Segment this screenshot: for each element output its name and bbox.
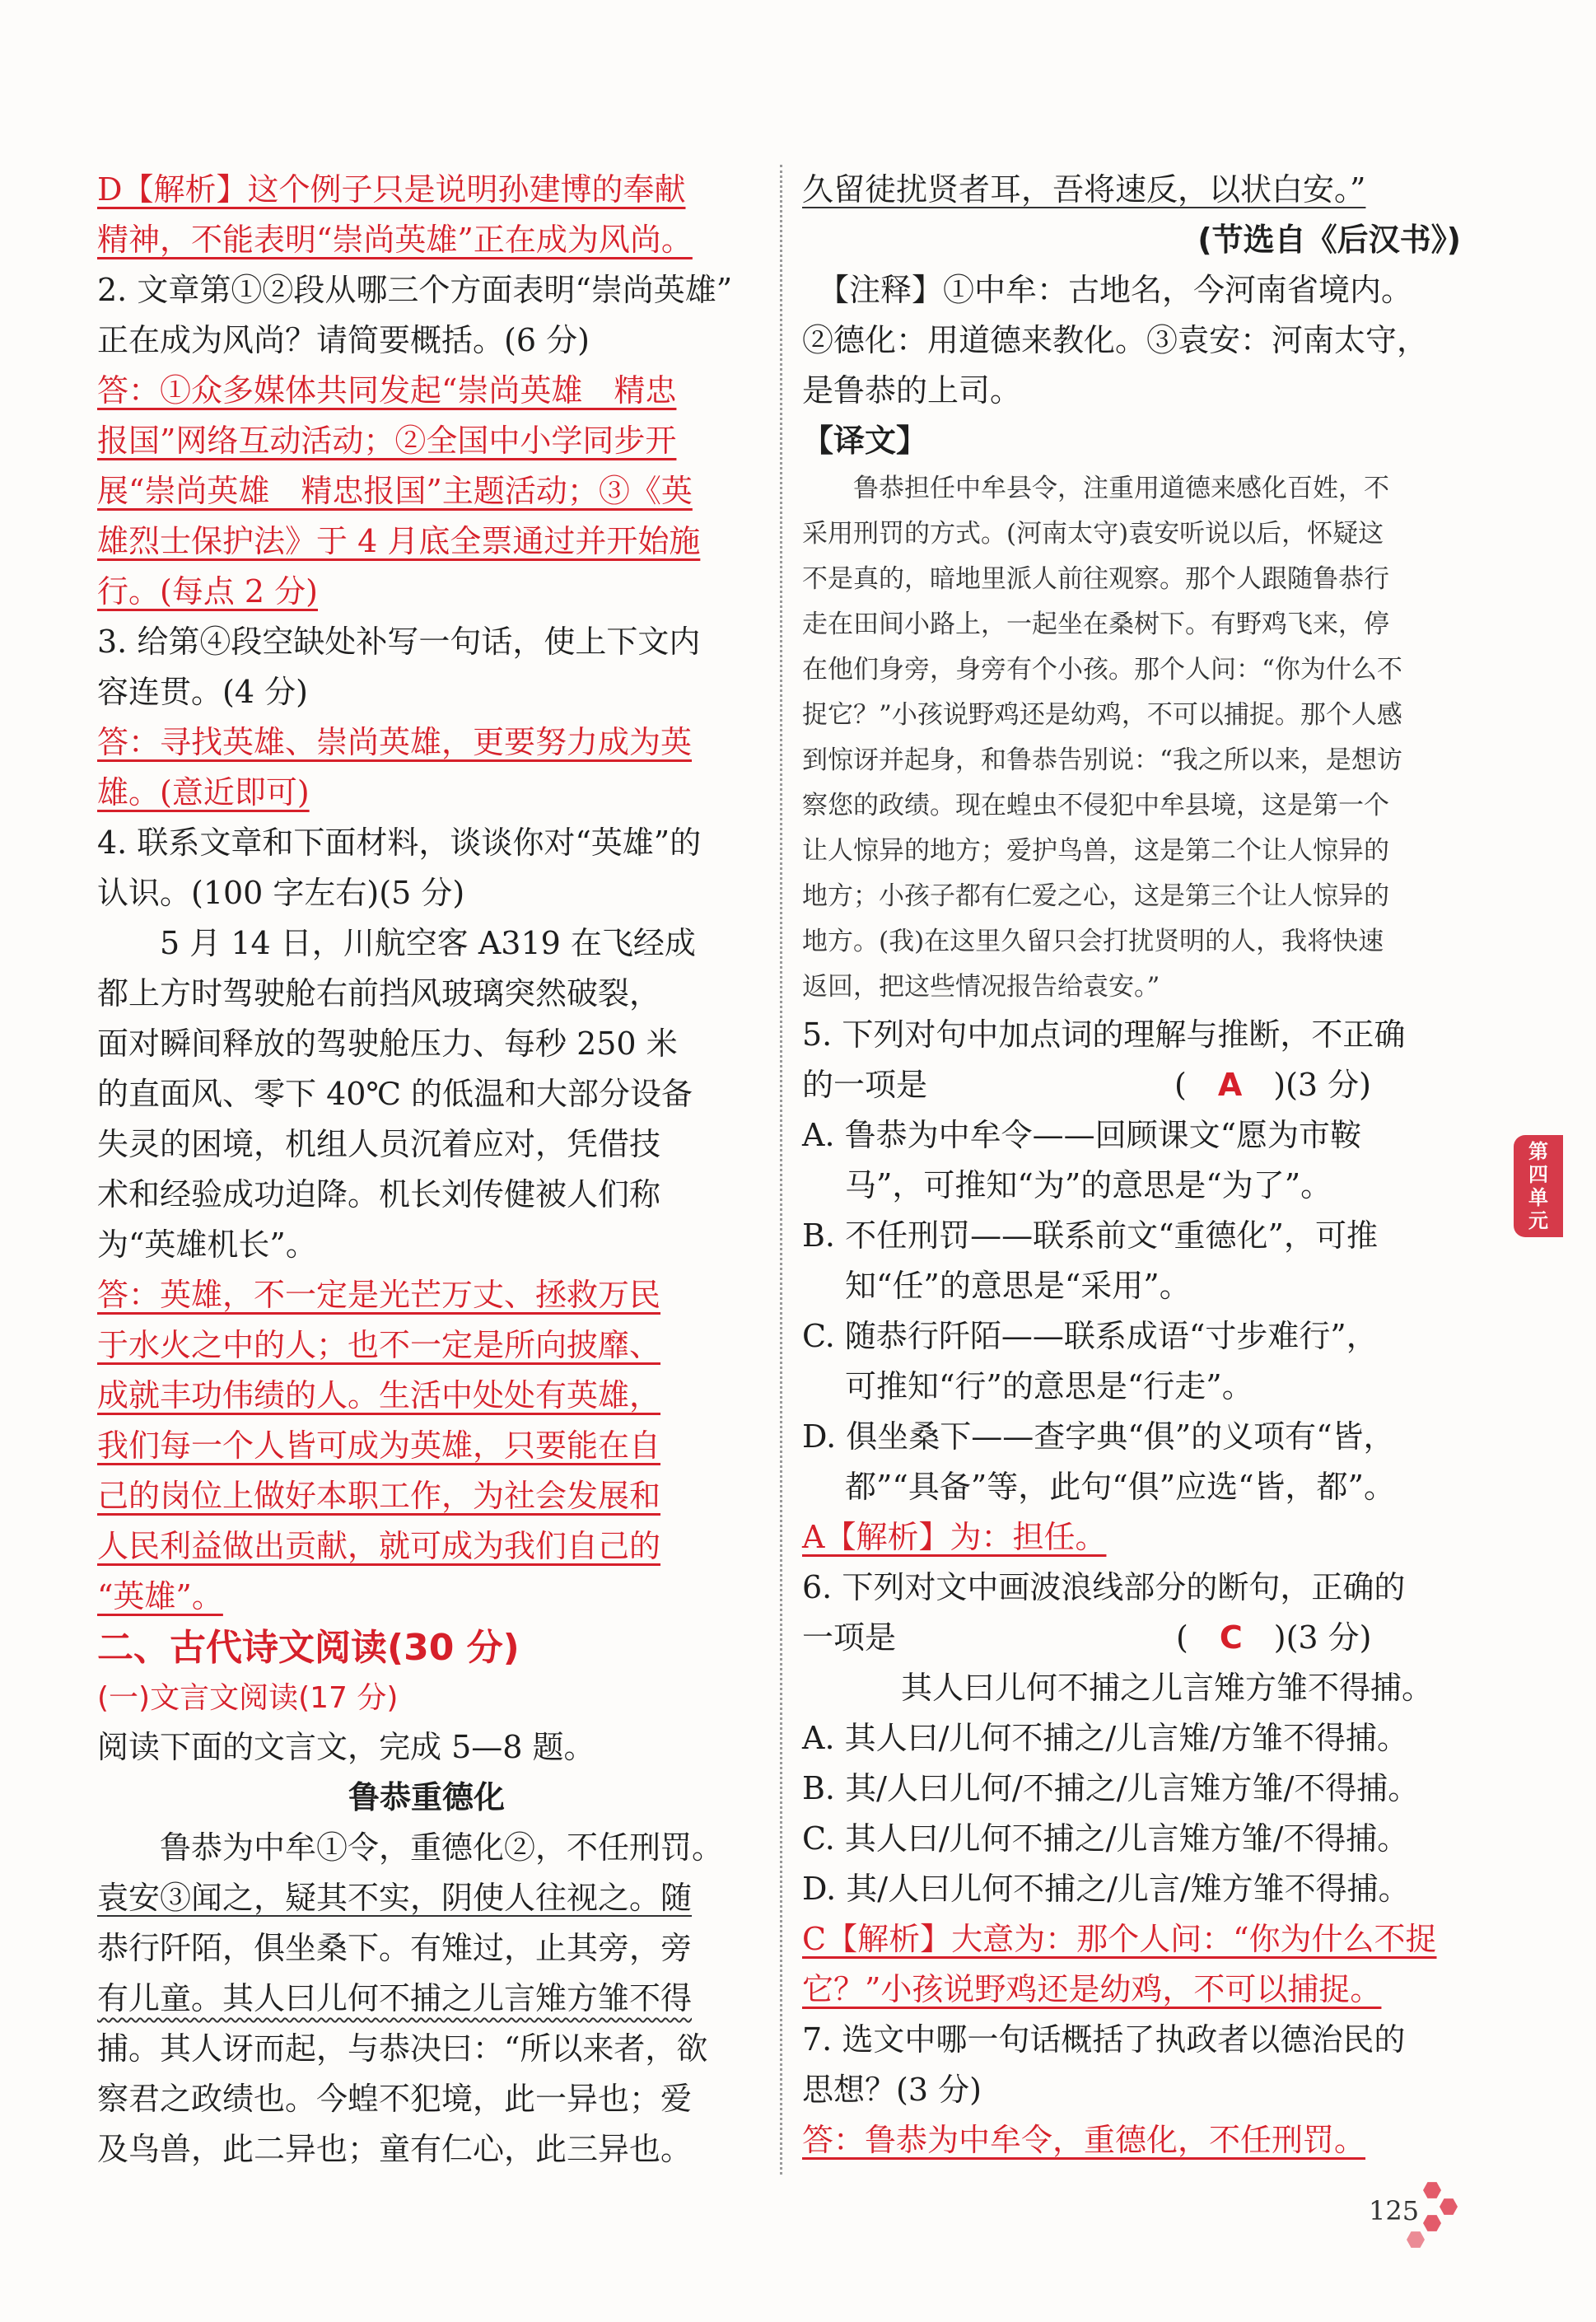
- analysis-1-line-1: D【解析】这个例子只是说明孙建博的奉献: [97, 171, 686, 208]
- passage-source: (节选自《后汉书》): [1197, 222, 1461, 258]
- passage-line-1: 鲁恭为中牟①令，重德化②，不任刑罚。: [97, 1829, 724, 1866]
- option-5b-line-1: B. 不任刑罚——联系前文“重德化”，可推: [802, 1217, 1378, 1254]
- answer-2-line-2: 报国”网络互动活动；②全国中小学同步开: [97, 423, 677, 459]
- option-5c-line-1: C. 随恭行阡陌——联系成语“寸步难行”，: [802, 1318, 1378, 1354]
- answer-3-line-2: 雄。(意近即可): [97, 774, 310, 811]
- passage-line-7: 及鸟兽，此二异也；童有仁心，此三异也。: [97, 2131, 693, 2167]
- material-line-5: 失灵的困境，机组人员沉着应对，凭借技: [97, 1126, 661, 1162]
- translation-line-8: 察您的政绩。现在蝗虫不侵犯中牟县境，这是第一个: [802, 791, 1389, 820]
- passage-line-6: 察君之政绩也。今蝗不犯境，此一异也；爱: [97, 2081, 693, 2117]
- answer-4-line-1: 答：英雄，不一定是光芒万丈、拯救万民: [97, 1277, 661, 1313]
- passage-line-4: 有儿童。其人曰儿何不捕之儿言雉方雏不得: [97, 1980, 693, 2016]
- question-6-line-2: 一项是 ( C )(3 分): [802, 1619, 1372, 1656]
- hexagon-decoration: [1407, 2231, 1425, 2249]
- question-5-answer: A: [1217, 1067, 1243, 1103]
- question-5-line-1: 5. 下列对句中加点词的理解与推断，不正确: [802, 1016, 1406, 1053]
- answer-2-line-5: 行。(每点 2 分): [97, 573, 318, 610]
- answer-4-line-3: 成就丰功伟绩的人。生活中处处有英雄，: [97, 1377, 661, 1413]
- translation-line-7: 到惊讶并起身，和鲁恭告别说：“我之所以来，是想访: [802, 745, 1402, 775]
- hexagon-decoration: [1423, 2214, 1441, 2232]
- material-line-4: 的直面风、零下 40℃ 的低温和大部分设备: [97, 1076, 693, 1112]
- column-divider: [780, 165, 782, 2175]
- answer-3-line-1: 答：寻找英雄、崇尚英雄，更要努力成为英: [97, 724, 693, 760]
- translation-line-4: 走在田间小路上，一起坐在桑树下。有野鸡飞来，停: [802, 610, 1389, 639]
- section-title: 二、古代诗文阅读(30 分): [97, 1627, 520, 1669]
- question-2-line-2: 正在成为风尚？请简要概括。(6 分): [97, 322, 590, 358]
- option-5d-line-1: D. 俱坐桑下——查字典“俱”的义项有“皆，: [802, 1418, 1395, 1455]
- option-6b: B. 其/人曰儿何/不捕之/儿言雉方雏/不得捕。: [802, 1770, 1420, 1806]
- passage-line-2: 袁安③闻之，疑其不实，阴使人往视之。随: [97, 1880, 693, 1916]
- option-5c-line-2: 可推知“行”的意思是“行走”。: [845, 1368, 1253, 1404]
- translation-line-10: 地方；小孩子都有仁爱之心，这是第三个让人惊异的: [802, 881, 1389, 911]
- passage-line-8: 久留徒扰贤者耳，吾将速反，以状白安。”: [802, 171, 1366, 208]
- passage-title: 鲁恭重德化: [348, 1779, 505, 1815]
- translation-line-3: 不是真的，暗地里派人前往观察。那个人跟随鲁恭行: [802, 564, 1389, 594]
- question-4-line-1: 4. 联系文章和下面材料，谈谈你对“英雄”的: [97, 825, 702, 861]
- question-3-line-2: 容连贯。(4 分): [97, 674, 308, 710]
- analysis-6-line-2: 它？”小孩说野鸡还是幼鸡，不可以捕捉。: [802, 1971, 1382, 2007]
- material-line-3: 面对瞬间释放的驾驶舱压力、每秒 250 米: [97, 1026, 678, 1062]
- question-4-line-2: 认识。(100 字左右)(5 分): [97, 875, 465, 911]
- option-5a-line-2: 马”，可推知“为”的意思是“为了”。: [845, 1167, 1332, 1203]
- material-line-1: 5 月 14 日，川航空客 A319 在飞经成: [97, 925, 696, 961]
- option-5b-line-2: 知“任”的意思是“采用”。: [845, 1268, 1191, 1304]
- question-5-line-2: 的一项是 ( A )(3 分): [802, 1067, 1372, 1103]
- translation-heading: 【译文】: [802, 423, 928, 459]
- right-column: [802, 165, 1461, 2165]
- question-3-line-1: 3. 给第④段空缺处补写一句话，使上下文内: [97, 624, 701, 660]
- translation-line-2: 采用刑罚的方式。(河南太守)袁安听说以后，怀疑这: [802, 519, 1384, 549]
- answer-7: 答：鲁恭为中牟令，重德化，不任刑罚。: [802, 2122, 1366, 2158]
- material-line-6: 术和经验成功迫降。机长刘传健被人们称: [97, 1176, 661, 1212]
- left-column: [97, 165, 756, 2175]
- translation-line-9: 让人惊异的地方；爱护鸟兽，这是第二个让人惊异的: [802, 836, 1389, 866]
- answer-2-line-4: 雄烈士保护法》于 4 月底全票通过并开始施: [97, 523, 701, 559]
- translation-line-11: 地方。(我)在这里久留只会打扰贤明的人，我将快速: [802, 927, 1384, 956]
- analysis-5: A【解析】为：担任。: [802, 1519, 1107, 1555]
- option-5d-line-2: 都”“具备”等，此句“俱”应选“皆，都”。: [845, 1469, 1395, 1505]
- note-line-1: 【注释】①中牟：古地名，今河南省境内。: [802, 272, 1413, 308]
- question-6-answer: C: [1219, 1619, 1243, 1656]
- answer-4-line-6: 人民利益做出贡献，就可成为我们自己的: [97, 1528, 661, 1564]
- material-line-7: 为“英雄机长”。: [97, 1226, 317, 1263]
- answer-2-line-3: 展“崇尚英雄 精忠报国”主题活动；③《英: [97, 473, 693, 509]
- translation-line-5: 在他们身旁，身旁有个小孩。那个人问：“你为什么不: [802, 655, 1402, 684]
- passage-line-5: 捕。其人讶而起，与恭决曰：“所以来者，欲: [97, 2030, 708, 2067]
- reading-instruction: 阅读下面的文言文，完成 5—8 题。: [97, 1729, 595, 1765]
- question-7-line-1: 7. 选文中哪一句话概括了执政者以德治民的: [802, 2021, 1406, 2058]
- option-6a: A. 其人曰/儿何不捕之/儿言雉/方雏不得捕。: [802, 1720, 1409, 1756]
- material-line-2: 都上方时驾驶舱右前挡风玻璃突然破裂，: [97, 975, 661, 1011]
- translation-line-6: 捉它？”小孩说野鸡还是幼鸡，不可以捕捉。那个人感: [802, 700, 1402, 730]
- sentence-6: 其人曰儿何不捕之儿言雉方雏不得捕。: [901, 1670, 1434, 1706]
- question-7-line-2: 思想？(3 分): [802, 2072, 982, 2108]
- page-number: 125: [1369, 2195, 1420, 2226]
- subsection-title: (一)文言文阅读(17 分): [97, 1681, 399, 1715]
- option-6d: D. 其/人曰儿何不捕之/儿言/雉方雏不得捕。: [802, 1871, 1410, 1907]
- passage-line-3: 恭行阡陌，俱坐桑下。有雉过，止其旁，旁: [97, 1930, 693, 1966]
- hexagon-decoration: [1423, 2181, 1441, 2199]
- answer-4-line-7: “英雄”。: [97, 1578, 223, 1614]
- hexagon-decoration: [1440, 2198, 1458, 2216]
- question-2-line-1: 2. 文章第①②段从哪三个方面表明“崇尚英雄”: [97, 272, 733, 308]
- analysis-1-line-2: 精神，不能表明“崇尚英雄”正在成为风尚。: [97, 222, 693, 258]
- translation-line-1: 鲁恭担任中牟县令，注重用道德来感化百姓，不: [802, 474, 1389, 503]
- answer-4-line-4: 我们每一个人皆可成为英雄，只要能在自: [97, 1427, 661, 1464]
- answer-4-line-2: 于水火之中的人；也不一定是所向披靡、: [97, 1327, 661, 1363]
- note-line-2: ②德化：用道德来教化。③袁安：河南太守，: [802, 322, 1429, 358]
- question-6-line-1: 6. 下列对文中画波浪线部分的断句，正确的: [802, 1569, 1406, 1605]
- answer-4-line-5: 己的岗位上做好本职工作，为社会发展和: [97, 1478, 661, 1514]
- unit-tab: 第 四 单 元: [1514, 1135, 1563, 1237]
- analysis-6-line-1: C【解析】大意为：那个人问：“你为什么不捉: [802, 1921, 1437, 1957]
- note-line-3: 是鲁恭的上司。: [802, 372, 1022, 409]
- answer-2-line-1: 答：①众多媒体共同发起“崇尚英雄 精忠: [97, 372, 677, 409]
- translation-line-12: 返回，把这些情况报告给袁安。”: [802, 972, 1160, 1002]
- option-6c: C. 其人曰/儿何不捕之/儿言雉方雏/不得捕。: [802, 1820, 1409, 1857]
- option-5a-line-1: A. 鲁恭为中牟令——回顾课文“愿为市鞍: [802, 1117, 1362, 1153]
